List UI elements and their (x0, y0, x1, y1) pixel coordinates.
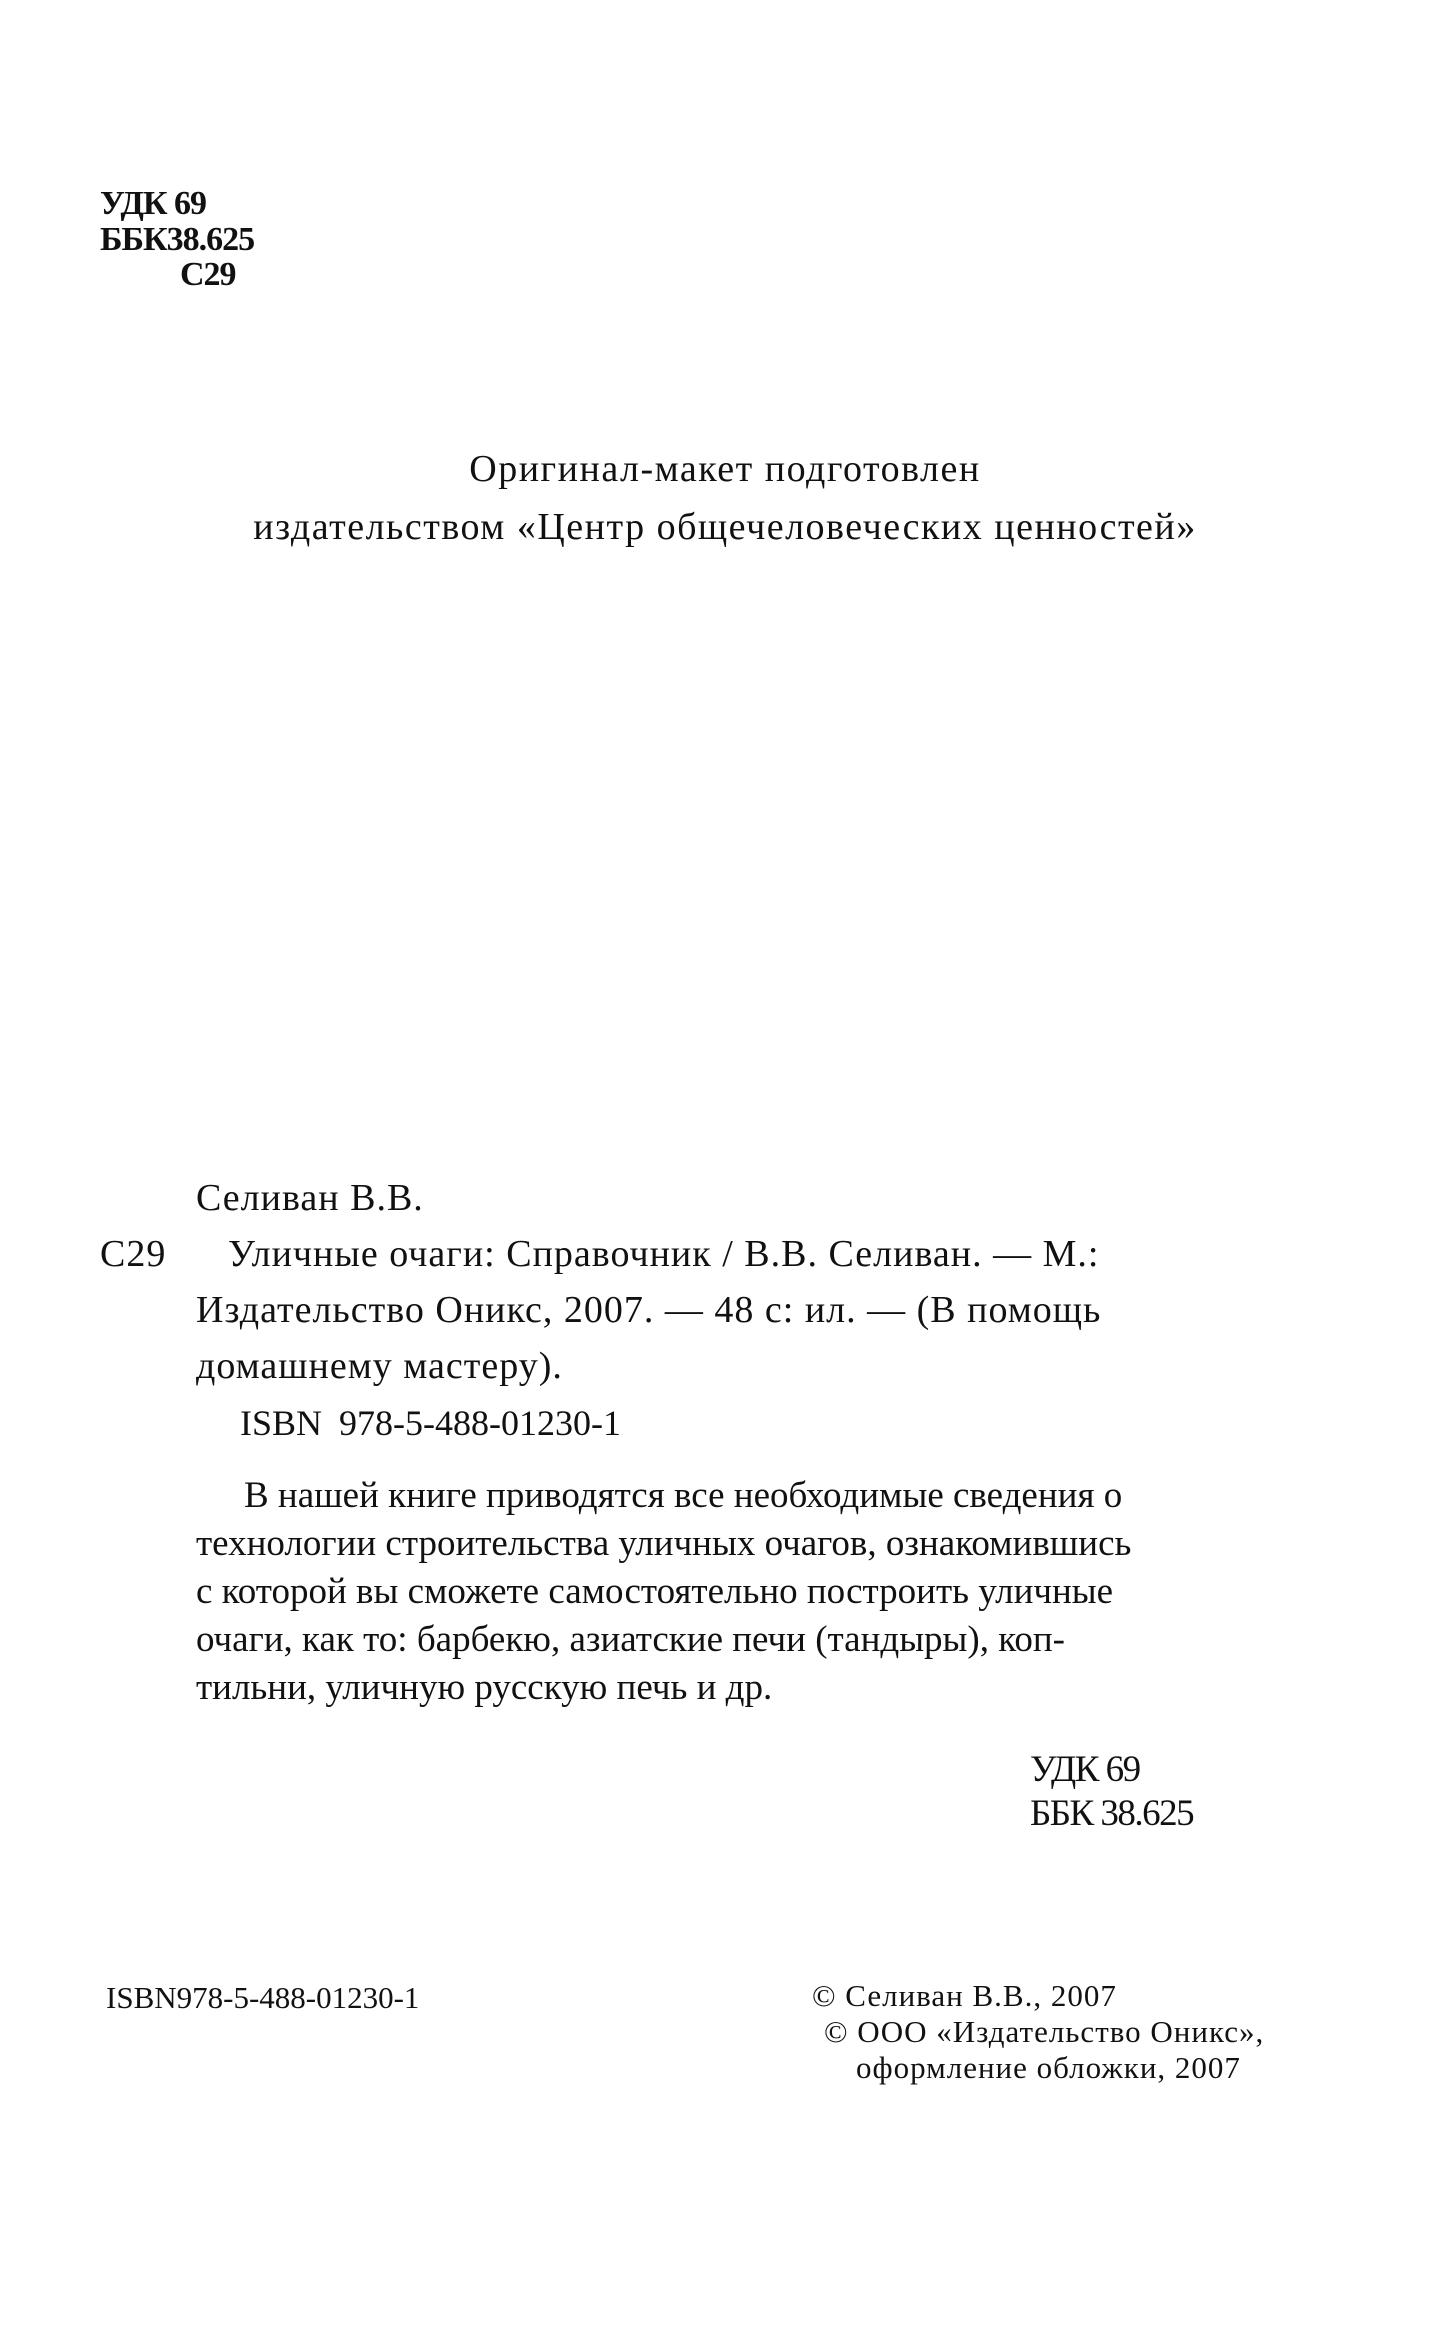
annotation (196, 1472, 1310, 1712)
bibliographic-line-1: Уличные очаги: Справочник / В.В. Селиван. — М.: (228, 1233, 1100, 1275)
author-mark: С29 (180, 256, 236, 294)
bibliographic-line-2: Издательство Оникс, 2007. — 48 с: ил. — (В помощь (196, 1289, 1102, 1331)
author-name: Селиван В.В. (196, 1177, 424, 1219)
original-layout-line-1: Оригинал-макет подготовлен (469, 448, 981, 490)
classification-codes-bottom (1030, 1748, 1193, 1836)
bbk-code-bottom: ББК 38.625 (1030, 1793, 1194, 1834)
annotation-line: очаги, как то: барбекю, азиатские печи (тандыры), коп- (196, 1619, 1065, 1660)
copyright-cover: оформление обложки, 2007 (856, 2050, 1241, 2085)
annotation-line: с которой вы сможете самостоятельно построить уличные (196, 1571, 1114, 1612)
annotation-line: тильни, уличную русскую печь и др. (196, 1667, 773, 1708)
annotation-line: технологии строительства уличных очагов, ознакомившись (196, 1523, 1132, 1564)
copyright-publisher: © ООО «Издательство Оникс», (824, 2014, 1265, 2049)
bbk-code: ББК38.625 (100, 220, 255, 258)
bibliographic-line-3: домашнему мастеру). (196, 1345, 563, 1387)
footer-isbn: ISBN978-5-488-01230-1 (106, 1980, 420, 2015)
isbn: ISBN 978-5-488-01230-1 (240, 1403, 621, 1443)
udk-code-bottom: УДК 69 (1030, 1749, 1140, 1790)
original-layout-line-2: издательством «Центр общечеловеческих ценностей» (253, 506, 1197, 548)
udk-code: УДК 69 (100, 185, 207, 222)
bibliographic-title-row (100, 1226, 1310, 1282)
annotation-line: В нашей книге приводятся все необходимые сведения о (244, 1475, 1123, 1516)
copyright-author: © Селиван В.В., 2007 (812, 1978, 1117, 2013)
original-layout-note (0, 440, 1450, 556)
bibliographic-record (100, 1170, 1310, 1394)
classification-codes-top (100, 186, 254, 293)
author-mark-inline: С29 (100, 1233, 167, 1275)
copyright-block (812, 1978, 1264, 2086)
